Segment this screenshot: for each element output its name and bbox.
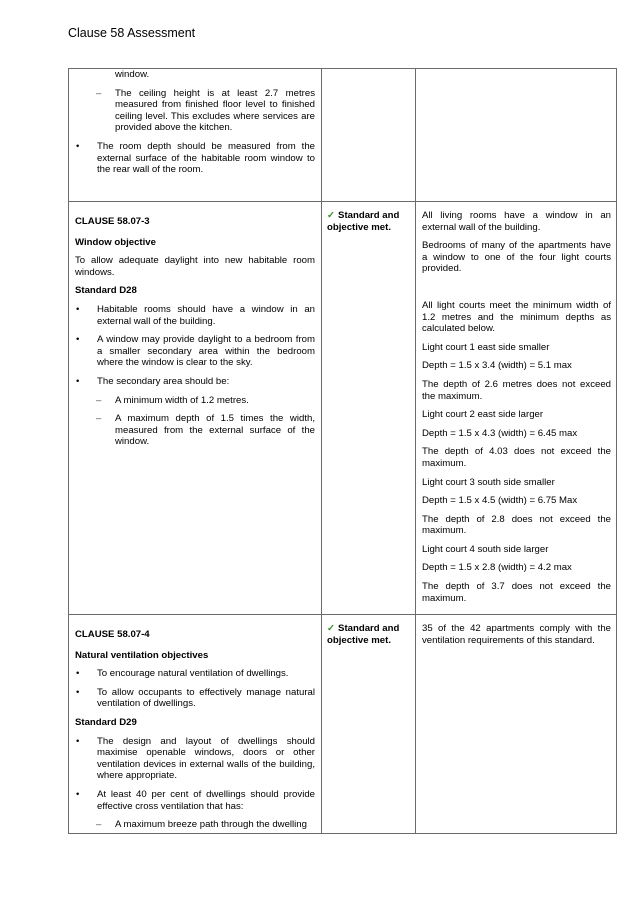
table-row	[69, 615, 617, 834]
comment-paragraph: Depth = 1.5 x 2.8 (width) = 4.2 max	[422, 562, 572, 574]
standard-heading: Standard D29	[75, 716, 137, 728]
bullet-icon: •	[76, 375, 80, 387]
assessment-table	[68, 68, 617, 834]
dash-icon: –	[96, 819, 102, 831]
list-item: • At least 40 per cent of dwellings should provide effective cross ventilation that has:	[76, 788, 315, 812]
clause-heading: CLAUSE 58.07-4	[75, 629, 150, 640]
comment-paragraph: Light court 2 east side larger	[422, 409, 544, 421]
check-mark-icon: ✓	[327, 623, 336, 634]
continued-text: window.	[115, 69, 150, 80]
comment-paragraph: Depth = 1.5 x 3.4 (width) = 5.1 max	[422, 360, 572, 372]
list-item: • The room depth should be measured from the external surface of the habitable room window to the rear wall of the room.	[76, 140, 315, 176]
comment-paragraph: The depth of 2.8 does not exceed the maximum.	[422, 513, 611, 537]
standard-heading: Standard D28	[75, 285, 137, 297]
status-cell	[322, 69, 416, 202]
comment-cell	[416, 615, 617, 834]
comment-paragraph: 35 of the 42 apartments comply with the ventilation requirements of this standard.	[422, 623, 611, 646]
comment-paragraph: Bedrooms of many of the apartments have a window to one of the four light courts provided.	[422, 240, 611, 275]
status-text: ✓ Standard and objective met.	[327, 623, 400, 646]
status-text: ✓ Standard and objective met.	[327, 210, 400, 233]
comment-cell	[416, 202, 617, 615]
bullet-icon: •	[76, 735, 80, 747]
list-item: – A maximum depth of 1.5 times the width, measured from the external surface of the window.	[96, 413, 315, 448]
clause-heading: CLAUSE 58.07-3	[75, 216, 150, 227]
standard-cell	[69, 202, 322, 615]
bullet-icon: •	[76, 788, 80, 800]
bullet-icon: •	[76, 668, 80, 680]
dash-icon: –	[96, 413, 102, 425]
list-item: – A minimum width of 1.2 metres.	[96, 394, 249, 406]
list-item: • To encourage natural ventilation of dwellings.	[76, 668, 289, 680]
list-item: • A window may provide daylight to a bedroom from a smaller secondary area within the bedroom where the window is clear to the sky.	[76, 334, 315, 369]
comment-paragraph: Depth = 1.5 x 4.3 (width) = 6.45 max	[422, 427, 578, 439]
page-header: Clause 58 Assessment	[68, 26, 196, 40]
status-cell	[322, 615, 416, 834]
comment-paragraph: The depth of 3.7 does not exceed the maximum.	[422, 581, 611, 604]
table-row	[69, 202, 617, 615]
list-item: – A maximum breeze path through the dwelling	[96, 819, 307, 831]
comment-paragraph: Light court 4 south side larger	[422, 543, 549, 555]
standard-cell	[69, 69, 322, 202]
dash-icon: –	[96, 87, 102, 99]
bullet-icon: •	[76, 303, 80, 315]
list-item: – The ceiling height is at least 2.7 metres measured from finished floor level to finished ceiling level. This excludes where services are provided above the kitchen.	[96, 87, 315, 134]
table-row	[69, 69, 617, 202]
dash-icon: –	[96, 394, 102, 406]
comment-paragraph: The depth of 4.03 does not exceed the maximum.	[422, 446, 611, 469]
list-item: • The secondary area should be:	[76, 375, 230, 387]
comment-cell	[416, 69, 617, 202]
objective-heading: Window objective	[75, 236, 156, 248]
comment-paragraph: Light court 3 south side smaller	[422, 476, 555, 488]
comment-paragraph: The depth of 2.6 metres does not exceed the maximum.	[422, 378, 611, 402]
bullet-icon: •	[76, 140, 80, 152]
list-item: • Habitable rooms should have a window in an external wall of the building.	[76, 303, 315, 327]
list-item: • To allow occupants to effectively manage natural ventilation of dwellings.	[76, 686, 315, 710]
comment-paragraph: Light court 1 east side smaller	[422, 341, 550, 353]
comment-paragraph: All living rooms have a window in an external wall of the building.	[422, 210, 611, 233]
check-mark-icon: ✓	[327, 210, 336, 221]
status-cell	[322, 202, 416, 615]
bullet-icon: •	[76, 686, 80, 698]
bullet-icon: •	[76, 334, 80, 346]
comment-paragraph: Depth = 1.5 x 4.5 (width) = 6.75 Max	[422, 495, 578, 507]
objective-text: To allow adequate daylight into new habitable room windows.	[75, 255, 315, 278]
objective-heading: Natural ventilation objectives	[75, 649, 209, 661]
standard-cell	[69, 615, 322, 834]
comment-paragraph: All light courts meet the minimum width of 1.2 metres and the minimum depths as calculated below.	[422, 299, 611, 335]
list-item: • The design and layout of dwellings should maximise openable windows, doors or other ventilation devices in external walls of the building, where appropriate.	[76, 735, 315, 782]
